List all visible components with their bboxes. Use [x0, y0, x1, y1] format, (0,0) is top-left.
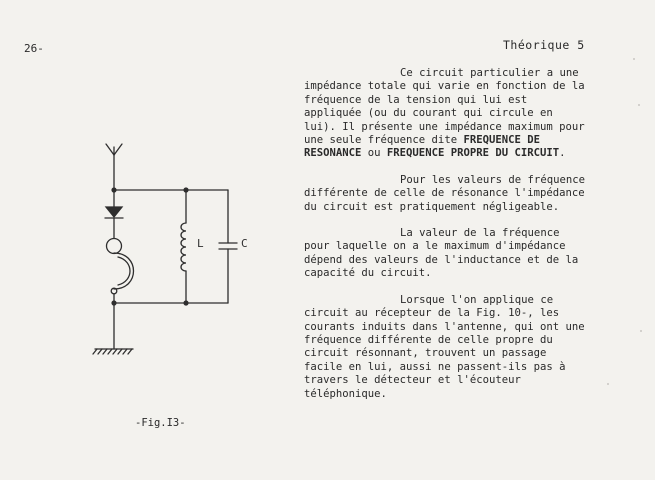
capacitor-symbol	[219, 190, 237, 303]
inductor-symbol	[181, 190, 186, 303]
earphone-symbol	[107, 239, 134, 304]
body-text	[304, 67, 586, 401]
diode-symbol	[105, 190, 123, 238]
paper-speck	[640, 330, 642, 332]
page-number: 26-	[24, 42, 44, 55]
ground-symbol	[93, 303, 133, 354]
term-natural-frequency: FREQUENCE PROPRE DU CIRCUIT	[386, 147, 560, 160]
term-resonance-frequency: FREQUENCE DE RESONANCE	[304, 134, 540, 160]
paragraph: Lorsque l'on applique ce circuit au récepteur de la Fig. 10-, les courants induits dans l'antenne, qui ont une fréquence différente de celle propre du circuit résonnant, trouvent un passage facile en lui, aussi ne passent-ils pas à travers le détecteur et l'écouteur téléphonique.	[304, 293, 585, 400]
chapter-heading: Théorique 5	[503, 38, 585, 52]
circuit-diagram	[78, 135, 258, 365]
paragraph: Ce circuit particulier a une impédance totale qui varie en fonction de la fréquence de la tension qui lui est appliquée (ou du courant qui circule en lui). Il présente une impédance maximum pour une seule fréquence dite FREQUENCE DE RESONANCE ou FREQUENCE PROPRE DU CIRCUIT.	[304, 67, 585, 160]
figure-caption: -Fig.I3-	[135, 417, 186, 429]
paper-speck	[638, 104, 640, 106]
antenna-symbol	[106, 144, 122, 190]
paragraph: Pour les valeurs de fréquence différente de celle de résonance l'impédance du circuit est pratiquement négligeable.	[304, 173, 585, 213]
paper-speck	[633, 58, 635, 60]
paragraph: La valeur de la fréquence pour laquelle on a le maximum d'impédance dépend des valeurs de l'inductance et de la capacité du circuit.	[304, 227, 579, 280]
paper-speck	[607, 383, 609, 385]
capacitor-label: C	[241, 237, 248, 250]
inductor-label: L	[197, 237, 204, 250]
